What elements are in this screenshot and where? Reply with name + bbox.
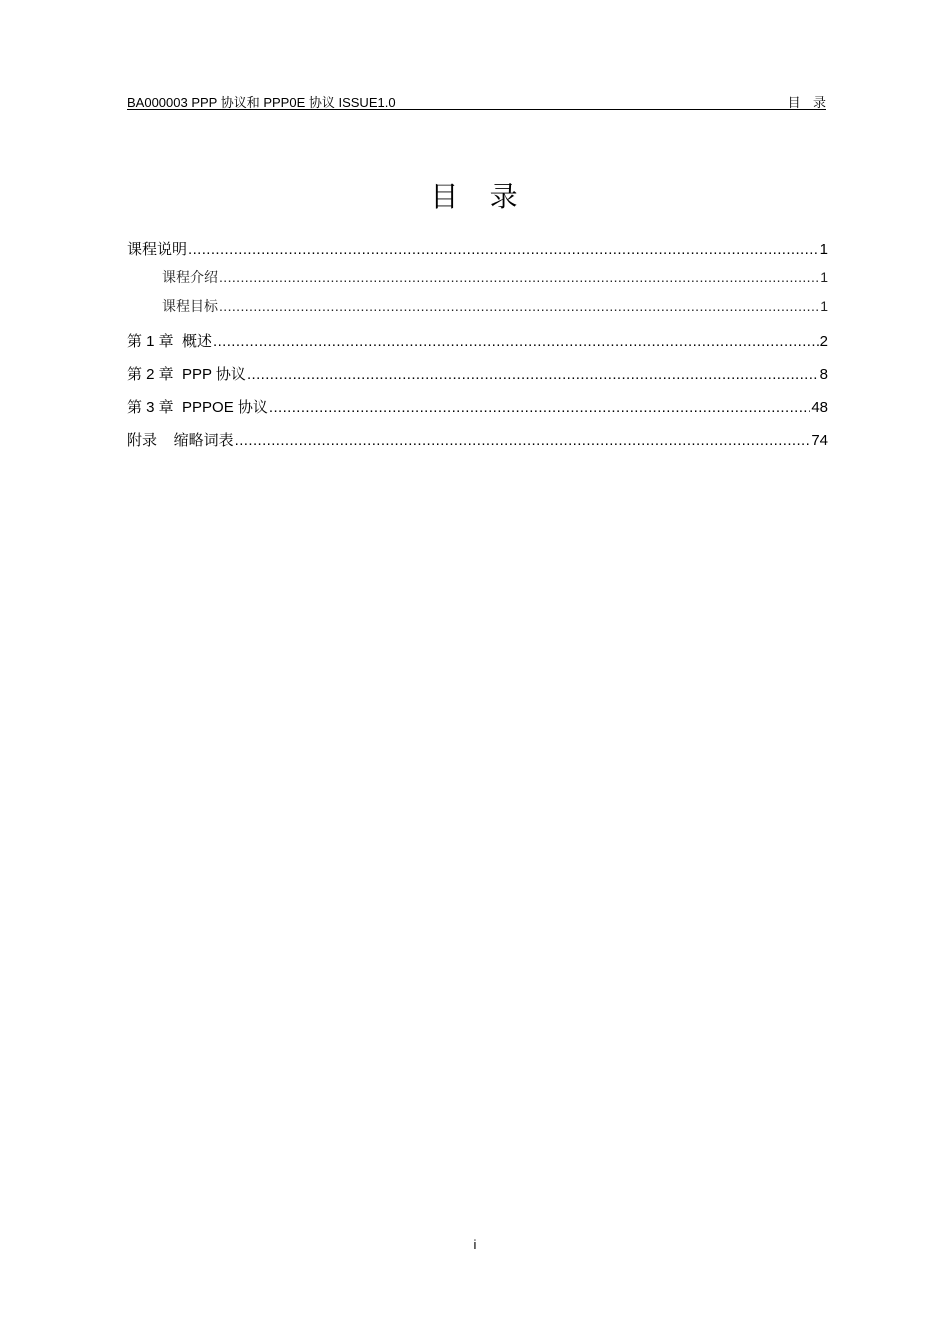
toc-entry-label: 第 1 章 概述 — [127, 333, 213, 350]
toc-dot-leader — [247, 366, 819, 383]
toc-entry-chapter-2[interactable] — [127, 363, 828, 385]
toc-entry-course-goals[interactable] — [162, 296, 828, 318]
toc-entry-page: 8 — [819, 366, 828, 383]
toc-entry-course-description[interactable] — [127, 238, 828, 260]
toc-dot-leader — [213, 333, 819, 350]
toc-dot-leader — [235, 432, 811, 449]
running-header — [127, 91, 826, 110]
toc-entry-chapter-1[interactable] — [127, 330, 828, 352]
toc-entry-page: 48 — [811, 399, 828, 416]
toc-entry-page: 1 — [820, 298, 828, 314]
toc-entry-label: 第 3 章 PPPOE 协议 — [127, 399, 268, 416]
toc-dot-leader — [219, 269, 819, 285]
toc-entry-label: 第 2 章 PPP 协议 — [127, 366, 246, 383]
toc-entry-label: 课程说明 — [127, 241, 188, 258]
toc-entry-page: 1 — [819, 241, 828, 258]
toc-entry-chapter-3[interactable] — [127, 396, 828, 418]
page-number: i — [473, 1237, 477, 1252]
toc-entry-course-intro[interactable] — [162, 267, 828, 289]
header-document-title: BA000003 PPP 协议和 PPP0E 协议 ISSUE1.0 — [127, 95, 396, 110]
toc-entry-label: 课程介绍 — [162, 269, 218, 285]
toc-dot-leader — [219, 298, 819, 314]
toc-heading: 目 录 — [430, 181, 520, 212]
toc-entry-page: 1 — [820, 269, 828, 285]
header-section-name: 目 录 — [787, 96, 826, 111]
toc-entry-page: 2 — [819, 333, 828, 350]
toc-entry-appendix[interactable] — [127, 429, 828, 451]
toc-dot-leader — [269, 399, 810, 416]
toc-entry-label: 课程目标 — [162, 298, 218, 314]
toc-entry-label: 附录 缩略词表 — [127, 432, 234, 449]
toc-dot-leader — [188, 241, 819, 258]
toc-entry-page: 74 — [811, 432, 828, 449]
